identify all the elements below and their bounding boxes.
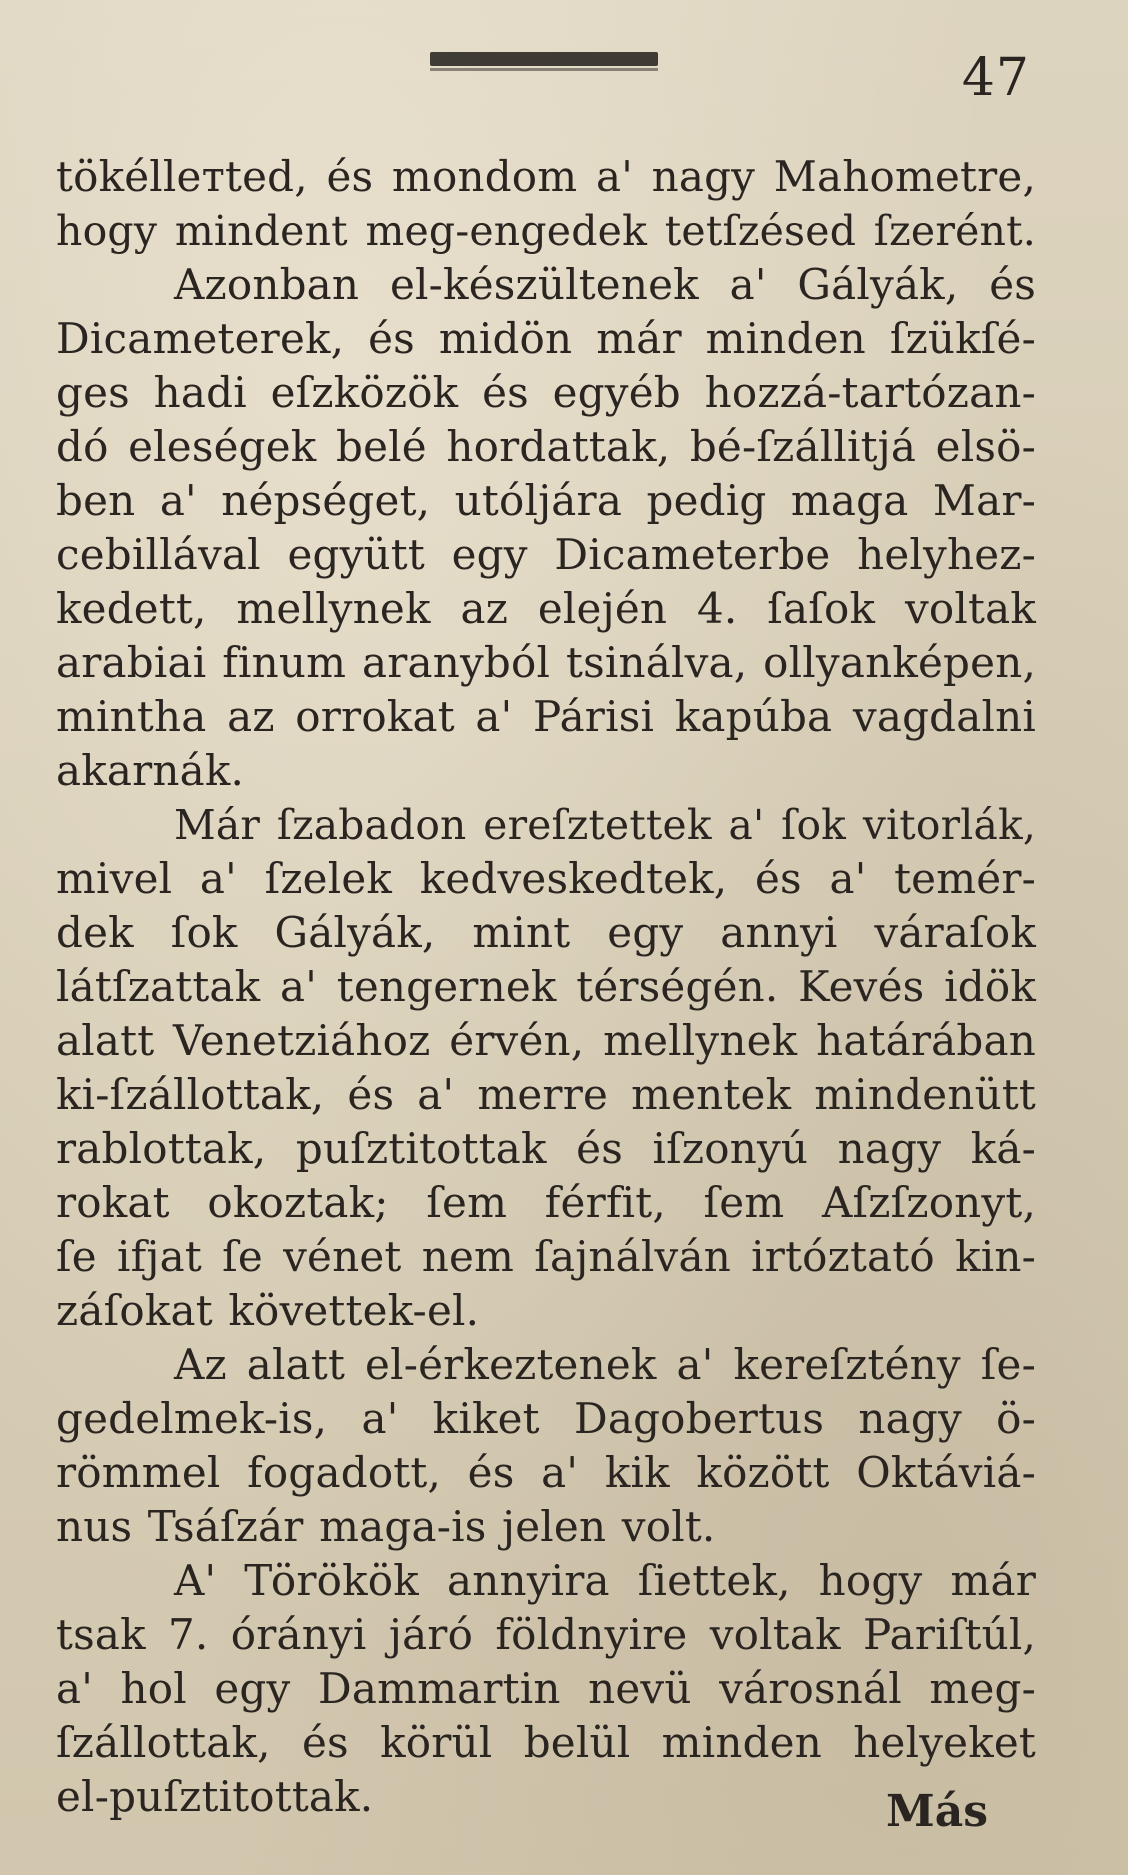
text-line: mintha az orrokat a' Párisi kapúba vagdalni bbox=[56, 692, 1036, 741]
text-line: rablottak, puſztitottak és iſzonyú nagy ká- bbox=[56, 1124, 1036, 1173]
text-line: tsak 7. órányi járó földnyire voltak Pariſtúl, bbox=[56, 1610, 1036, 1659]
text-line: A' Törökök annyira ſiettek, hogy már bbox=[174, 1556, 1036, 1605]
text-line: el-puſztitottak. bbox=[56, 1772, 374, 1821]
text-line: Dicameterek, és midön már minden ſzükſé- bbox=[56, 314, 1036, 363]
text-line: tökéllетted, és mondom a' nagy Mahometre, bbox=[56, 152, 1036, 201]
text-line: rokat okoztak; ſem férfit, ſem Aſzſzonyt, bbox=[56, 1178, 1036, 1227]
catchword: Más bbox=[886, 1786, 988, 1837]
text-line: cebillával együtt egy Dicameterbe helyhez- bbox=[56, 530, 1036, 579]
text-line: kedett, mellynek az elején 4. ſaſok voltak bbox=[56, 584, 1036, 633]
text-line: dó eleségek belé hordattak, bé-ſzállitjá elsö- bbox=[56, 422, 1036, 471]
body-text bbox=[56, 150, 1036, 1824]
page-number: 47 bbox=[961, 48, 1030, 108]
text-line: záſokat követtek-el. bbox=[56, 1286, 480, 1335]
text-line: nus Tsáſzár maga-is jelen volt. bbox=[56, 1502, 716, 1551]
text-line: ben a' népséget, utóljára pedig maga Mar- bbox=[56, 476, 1036, 525]
text-line: gedelmek-is, a' kiket Dagobertus nagy ö- bbox=[56, 1394, 1036, 1443]
text-line: arabiai finum aranyból tsinálva, ollyanképen, bbox=[56, 638, 1036, 687]
text-line: alatt Venetziához érvén, mellynek határában bbox=[56, 1016, 1036, 1065]
text-line: römmel fogadott, és a' kik között Oktáviá- bbox=[56, 1448, 1036, 1497]
text-line: a' hol egy Dammartin nevü városnál meg- bbox=[56, 1664, 1036, 1713]
text-line: Már ſzabadon ereſztettek a' ſok vitorlák, bbox=[174, 801, 1036, 849]
text-line: látſzattak a' tengernek térségén. Kevés idök bbox=[56, 962, 1036, 1011]
text-line: ges hadi eſzközök és egyéb hozzá-tartózan- bbox=[56, 368, 1036, 417]
text-line: hogy mindent meg-engedek tetſzésed ſzerént. bbox=[56, 207, 1036, 255]
header-rule bbox=[430, 52, 658, 66]
text-line: Azonban el-készültenek a' Gályák, és bbox=[174, 260, 1036, 309]
text-line: mivel a' ſzelek kedveskedtek, és a' temér- bbox=[56, 854, 1036, 903]
text-line: Az alatt el-érkeztenek a' kereſztény ſe- bbox=[174, 1340, 1036, 1389]
text-line: ki-ſzállottak, és a' merre mentek mindenütt bbox=[56, 1070, 1036, 1119]
text-line: ſe ifjat ſe vénet nem ſajnálván irtóztató kin- bbox=[56, 1232, 1036, 1281]
text-line: dek ſok Gályák, mint egy annyi váraſok bbox=[56, 908, 1036, 957]
text-line: akarnák. bbox=[56, 746, 245, 795]
text-line: ſzállottak, és körül belül minden helyeket bbox=[56, 1718, 1036, 1767]
